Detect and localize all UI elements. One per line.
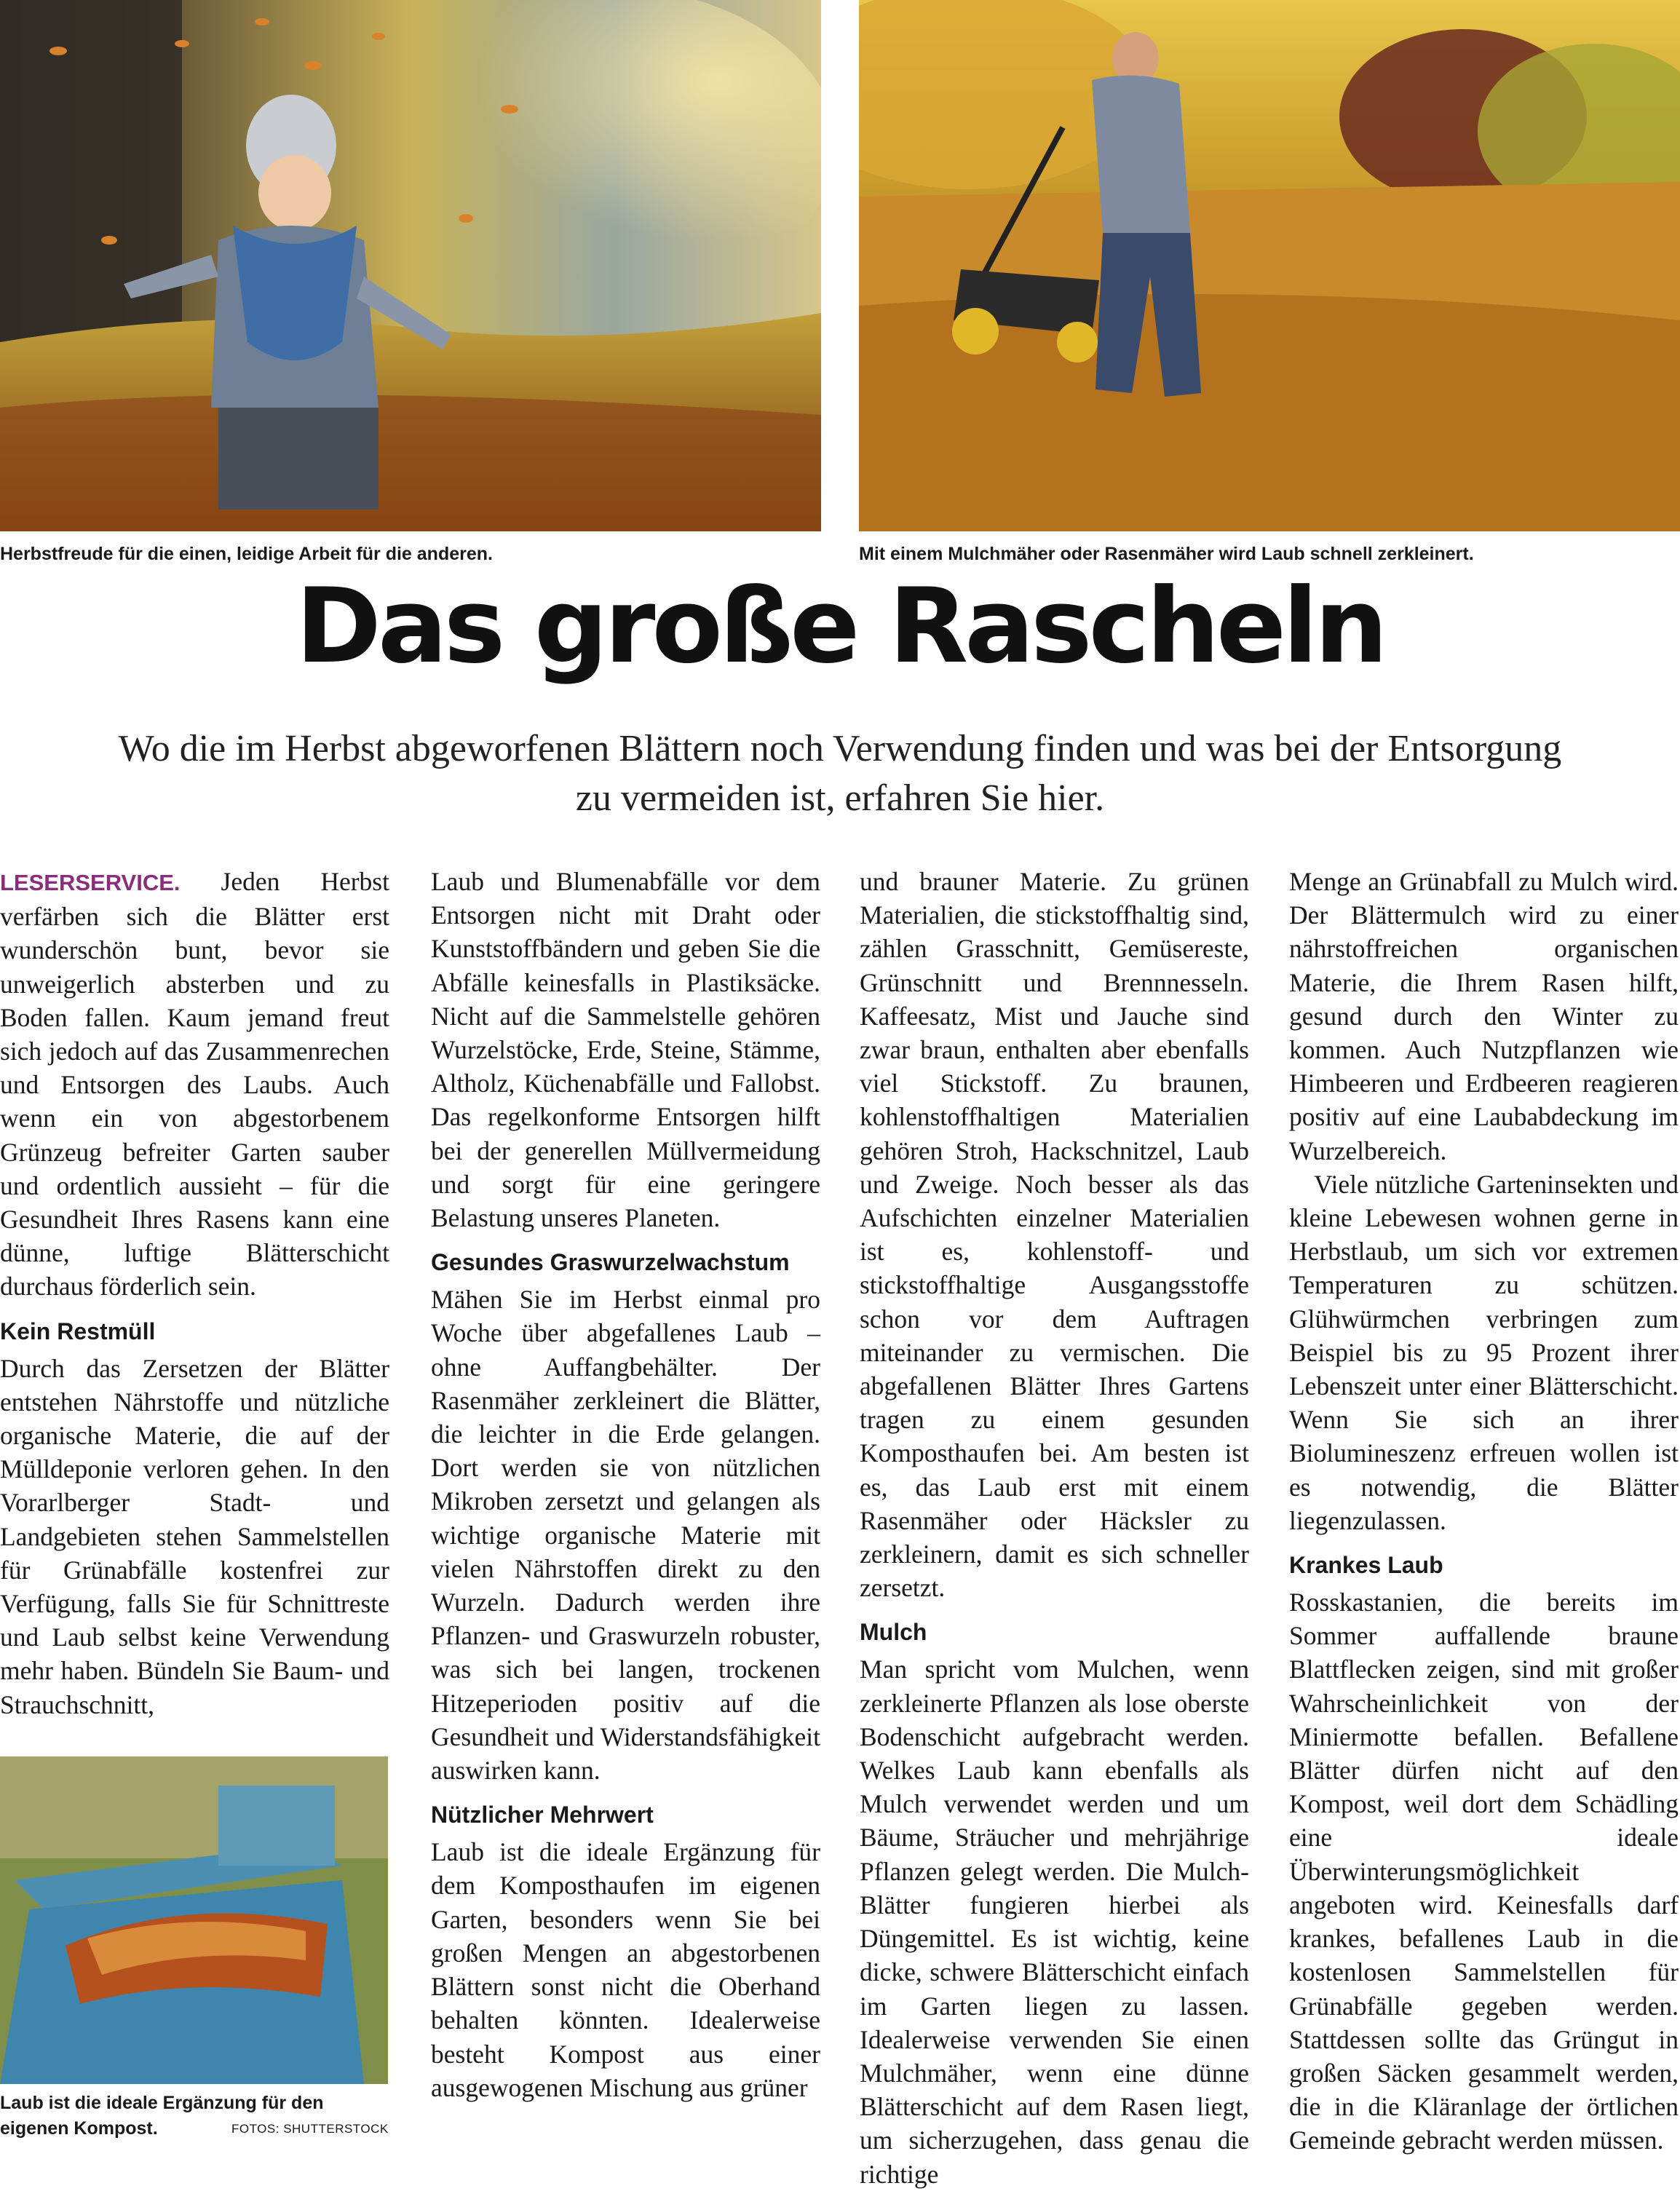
paragraph-mulch: Man spricht vom Mulchen, wenn zerkleinerte Pflanzen als lose oberste Bodenschicht aufgebracht werden. Welkes Laub kann ebenfalls als Mulch verwendet werden und um Bäume, Sträucher und mehrjährige Pflanzen gelegt werden. Die Mulch-Blätter fungieren hierbei als Düngemittel. Es ist wichtig, keine dicke, schwere Blätterschicht einfach im Garten liegen zu lassen. Idealerweise verwenden Sie einen Mulchmäher, wenn eine dünne Blätterschicht auf dem Rasen liegt, um sicherzugehen, dass genau die richtige	[860, 1655, 1249, 2189]
paragraph-kompost: und brauner Materie. Zu grünen Materialien, die stickstoffhaltig sind, zählen Grasschnitt, Gemüsereste, Grünschnitt und Brennnesseln. Kaffeesatz, Mist und Jauche sind zwar braun, enthalten aber ebenfalls viel Stickstoff. Zu braunen, kohlenstoffhaltigen Materialien gehören Stroh, Hackschnitzel, Laub und Zweige. Noch besser als das Aufschichten einzelner Materialien ist es, kohlenstoff- und stickstoffhaltige Ausgangsstoffe schon vor dem Auftragen miteinander zu vermischen. Die abgefallenen Blätter Ihres Gartens tragen zu einem gesunden Komposthaufen bei. Am besten ist es, das Laub erst mit einem Rasenmäher oder Häcksler zu zerkleinern, damit es sich schneller zersetzt.	[860, 867, 1249, 1603]
intro-paragraph	[0, 865, 389, 1304]
subhead-krankes-laub: Krankes Laub	[1289, 1552, 1443, 1579]
headline: Das große Rascheln	[296, 566, 1384, 686]
kicker: LESERSERVICE.	[0, 870, 181, 895]
article-column-2	[431, 865, 820, 2104]
photo-caption-left: Herbstfreude für die einen, leidige Arbeit für die anderen.	[0, 544, 493, 564]
photo-compost-bin	[0, 1756, 388, 2084]
photo-mulch-mowing	[859, 0, 1680, 531]
photo-credit: FOTOS: SHUTTERSTOCK	[231, 2122, 389, 2136]
deck: Wo die im Herbst abgeworfenen Blättern noch Verwendung finden und was bei der Entsorgung zu vermeiden ist, erfahren Sie hier.	[118, 728, 1562, 819]
subhead-graswurzelwachstum: Gesundes Graswurzelwachstum	[431, 1249, 790, 1276]
subhead-mulch: Mulch	[860, 1619, 927, 1646]
subhead-kein-restmuell: Kein Restmüll	[0, 1318, 156, 1344]
paragraph-krankes-laub: Rosskastanien, die bereits im Sommer auffallende braune Blattflecken zeigen, sind mit großer Wahrscheinlichkeit von der Miniermotte befallen. Befallene Blätter dürfen nicht auf den Kompost, weil dort dem Schädling eine ideale Überwinterungsmöglichkeit angeboten wird. Keinesfalls darf krankes, befallenes Laub in die kostenlosen Sammelstellen für Grünabfälle gegeben werden. Stattdessen sollte das Grüngut in großen Säcken gesammelt werden, die in die Kläranlage der örtlichen Gemeinde gebracht werden müssen.	[1289, 1588, 1679, 2155]
intro-text: Jeden Herbst verfärben sich die Blätter erst wunderschön bunt, bevor sie unweigerlich absterben und zu Boden fallen. Kaum jemand freut sich jedoch auf das Zusammenrechen und Entsorgen des Laubs. Auch wenn ein von abgestorbenem Grünzeug befreiter Garten sauber und ordentlich aussieht – für die Gesundheit Ihres Rasens kann eine dünne, luftige Blätterschicht durchaus förderlich sein.	[0, 867, 389, 1301]
article-column-3	[860, 865, 1249, 2191]
paragraph-blaettermulch: Menge an Grünabfall zu Mulch wird. Der Blättermulch wird zu einer nährstoffreichen organischen Materie, die Ihrem Rasen hilft, gesund durch den Winter zu kommen. Auch Nutzpflanzen wie Himbeeren und Erdbeeren reagieren positiv auf eine Laubabdeckung im Wurzelbereich.	[1289, 867, 1679, 1165]
paragraph-graswurzel: Mähen Sie im Herbst einmal pro Woche über abgefallenes Laub – ohne Auffangbehälter. Der Rasenmäher zerkleinert die Blätter, die leichter in die Erde gelangen. Dort werden sie von nützlichen Mikroben zersetzt und gelangen als wichtige organische Materie mit vielen Nährstoffen direkt zu den Wurzeln. Dadurch werden ihre Pflanzen- und Graswurzeln robuster, was sich bei langen, trockenen Hitzeperioden positiv auf die Gesundheit und Widerstandsfähigkeit auswirken kann.	[431, 1285, 820, 1786]
article-column-1	[0, 865, 389, 1722]
paragraph-mehrwert: Laub ist die ideale Ergänzung für dem Komposthaufen im eigenen Garten, besonders wenn Sie bei großen Mengen an abgestorbenen Blättern sonst nicht die Oberhand behalten könnten. Idealerweise besteht Kompost aus einer ausgewogenen Mischung aus grüner	[431, 1837, 820, 2102]
compost-caption-line1: Laub ist die ideale Ergänzung für den	[0, 2093, 324, 2113]
paragraph-entsorgen: Laub und Blumenabfälle vor dem Entsorgen nicht mit Draht oder Kunststoffbändern und geben Sie die Abfälle keinesfalls in Plastiksäcke. Nicht auf die Sammelstelle gehören Wurzelstöcke, Erde, Steine, Stämme, Altholz, Küchenabfälle und Fallobst. Das regelkonforme Entsorgen hilft bei der generellen Müllvermeidung und sorgt für eine geringere Belastung unseres Planeten.	[431, 867, 820, 1233]
photo-caption-right: Mit einem Mulchmäher oder Rasenmäher wird Laub schnell zerkleinert.	[859, 544, 1474, 564]
photo-child-autumn	[0, 0, 821, 531]
subhead-mehrwert: Nützlicher Mehrwert	[431, 1802, 654, 1829]
article-column-4	[1289, 865, 1679, 2158]
compost-caption-line2: eigenen Kompost.	[0, 2118, 158, 2139]
paragraph-restmuell: Durch das Zersetzen der Blätter entstehen Nährstoffe und nützliche organische Materie, die auf der Mülldeponie verloren gehen. In den Vorarlberger Stadt- und Landgebieten stehen Sammelstellen für Grünabfälle kostenfrei zur Verfügung, falls Sie für Schnittreste und Laub selbst keine Verwendung mehr haben. Bündeln Sie Baum- und Strauchschnitt,	[0, 1353, 389, 1719]
paragraph-insekten: Viele nützliche Garteninsekten und kleine Lebewesen wohnen gerne in Herbstlaub, um sich vor extremen Temperaturen zu schützen. Glühwürmchen verbringen zum Beispiel bis zu 95 Prozent ihrer Lebenszeit unter einer Blätterschicht. Wenn Sie sich an ihrer Biolumineszenz erfreuen wollen ist es notwendig, die Blätter liegenzulassen.	[1289, 1169, 1679, 1535]
